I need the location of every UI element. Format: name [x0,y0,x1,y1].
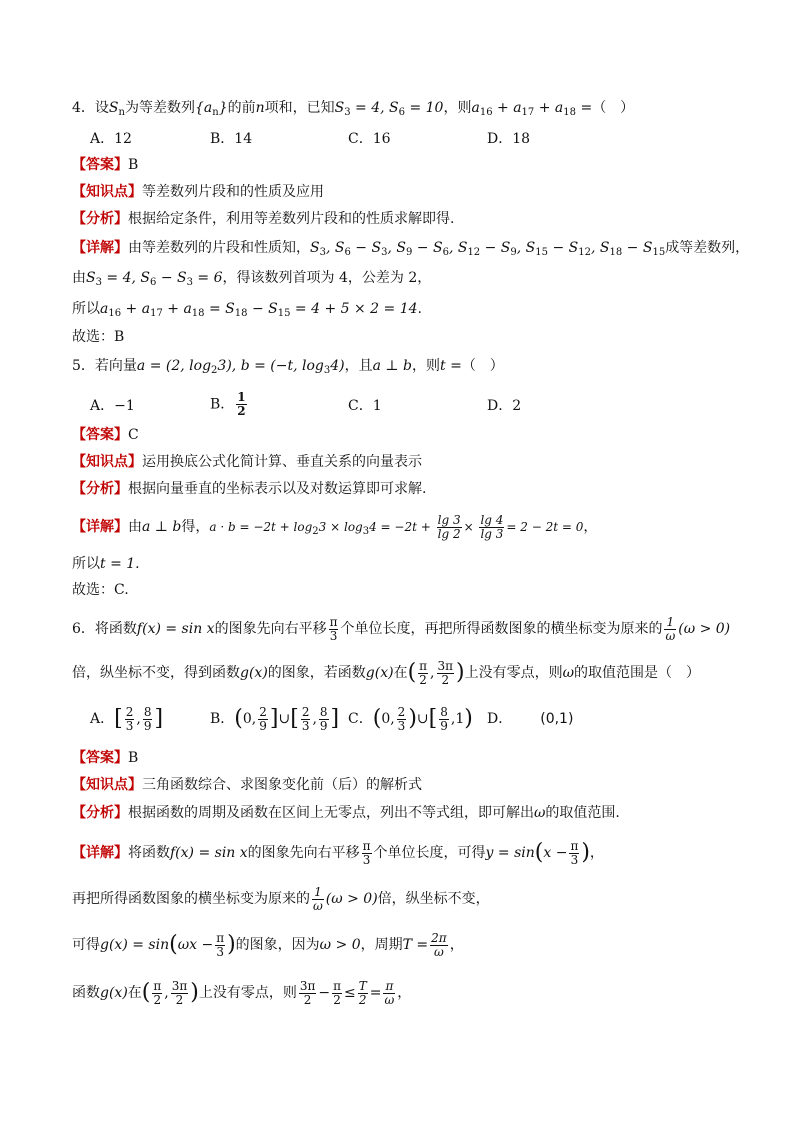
q5-option-c: C．1 [348,398,382,414]
q5-knowledge-point: 【知识点】运用换底公式化简计算、垂直关系的向量表示 [72,454,422,470]
q5-analysis: 【分析】根据向量垂直的坐标表示以及对数运算即可求解. [72,481,427,497]
q6-detail-3: 可得g(x) = sin(ωx − $\frac{\pi}{3}$ )的图象，因为ω > 0，周期T = $\frac{2\pi}{\omega}$ ， [72,930,464,959]
q5-detail-1: 【详解】由a ⊥ b得，$a \cdot b = -2t + \log_23 \times \log_34 = -2t$ + $\frac{\lg 3}{\lg 2}$ × $\frac{\lg 4}{\lg 3}$ = 2 − 2t = 0， [72,513,598,541]
q4-stem: 4．设$S_n$为等差数列$\{a_n\}$的前n项和，已知$S_3 = 4$, $S_6 = 10$，则$a_{16} + a_{17} + a_{18}$ =（ ） [72,100,635,118]
q5-option-b: B． $\frac{1}{2}$ [210,390,246,418]
q4-detail-2: 由$S_3 = 4$, $S_6 - S_3 = 6$，得该数列首项为 4，公差为 2， [72,270,432,288]
q5-detail-2: 所以t = 1. [72,556,140,572]
q6-option-a: A．[ $\frac{2}{3}$ , $\frac{8}{9}$ ] [90,704,164,733]
q6-option-c: C．(0, $\frac{2}{3}$ )∪[ $\frac{8}{9}$ ,1) [348,704,473,733]
q6-detail-2: 再把所得函数图象的横坐标变为原来的 $\frac{1}{\omega}$ (ω > 0)倍，纵坐标不变， [72,884,490,913]
q4-choose: 故选：B [72,329,125,345]
q6-analysis: 【分析】根据函数的周期及函数在区间上无零点，列出不等式组，即可解出ω的取值范围. [72,805,620,821]
q4-knowledge-point: 【知识点】等差数列片段和的性质及应用 [72,184,324,200]
q4-option-b: B．14 [210,131,253,147]
q4-option-a: A．12 [90,131,132,147]
q5-option-a: A．−1 [90,398,135,414]
q6-detail-4: 函数g(x)在( $\frac{\pi}{2}$ , $\frac{3\pi}{2}$ )上没有零点，则 $\frac{3\pi}{2}$ − $\frac{\pi}{2}$ ≤ $\frac{T}{2}$ = $\frac{\pi}{\omega}$ ， [72,978,412,1007]
q4-detail-3: 所以$a_{16} + a_{17} + a_{18} = S_{18} - S_{15} = 4 + 5 \times 2 = 14$. [72,301,422,319]
q6-option-b: B．(0, $\frac{2}{9}$ ]∪[ $\frac{2}{3}$ , $\frac{8}{9}$ ] [210,704,340,733]
q5-choose: 故选：C. [72,582,129,598]
q5-option-d: D．2 [487,398,522,414]
q6-stem-2: 倍，纵坐标不变，得到函数g(x)的图象，若函数g(x)在( $\frac{\pi}{2}$ , $\frac{3\pi}{2}$ )上没有零点，则ω的取值范围是（ ） [72,658,701,687]
q6-option-d: D． (0,1) [487,711,574,727]
q6-answer: 【答案】B [72,750,139,766]
q5-answer: 【答案】C [72,427,139,443]
q5-stem: 5．若向量a = (2, $\log_23$), b = (−t, $\log_34$)，且a ⊥ b，则t =（ ） [72,358,504,376]
q4-option-d: D．18 [487,131,531,147]
q4-analysis: 【分析】根据给定条件，利用等差数列片段和的性质求解即得. [72,211,455,227]
q4-answer: 【答案】B [72,157,139,173]
q6-stem-1: 6．将函数f(x) = sin x的图象先向右平移 $\frac{\pi}{3}$ 个单位长度，再把所得函数图象的横坐标变为原来的 $\frac{1}{\omega}$ (ω > 0) [72,614,731,643]
q4-option-c: C．16 [348,131,391,147]
q4-detail-1: 【详解】由等差数列的片段和性质知，$S_3$, $S_6 - S_3$, $S_9 - S_6$, $S_{12} - S_9$, $S_{15} - S_{12}$, $S_{18} - S_{15}$成等差数列， [72,240,750,258]
q6-knowledge-point: 【知识点】三角函数综合、求图象变化前（后）的解析式 [72,777,422,793]
q6-detail-1: 【详解】将函数f(x) = sin x的图象先向右平移 $\frac{\pi}{3}$ 个单位长度，可得y = sin(x − $\frac{\pi}{3}$ )， [72,838,604,867]
